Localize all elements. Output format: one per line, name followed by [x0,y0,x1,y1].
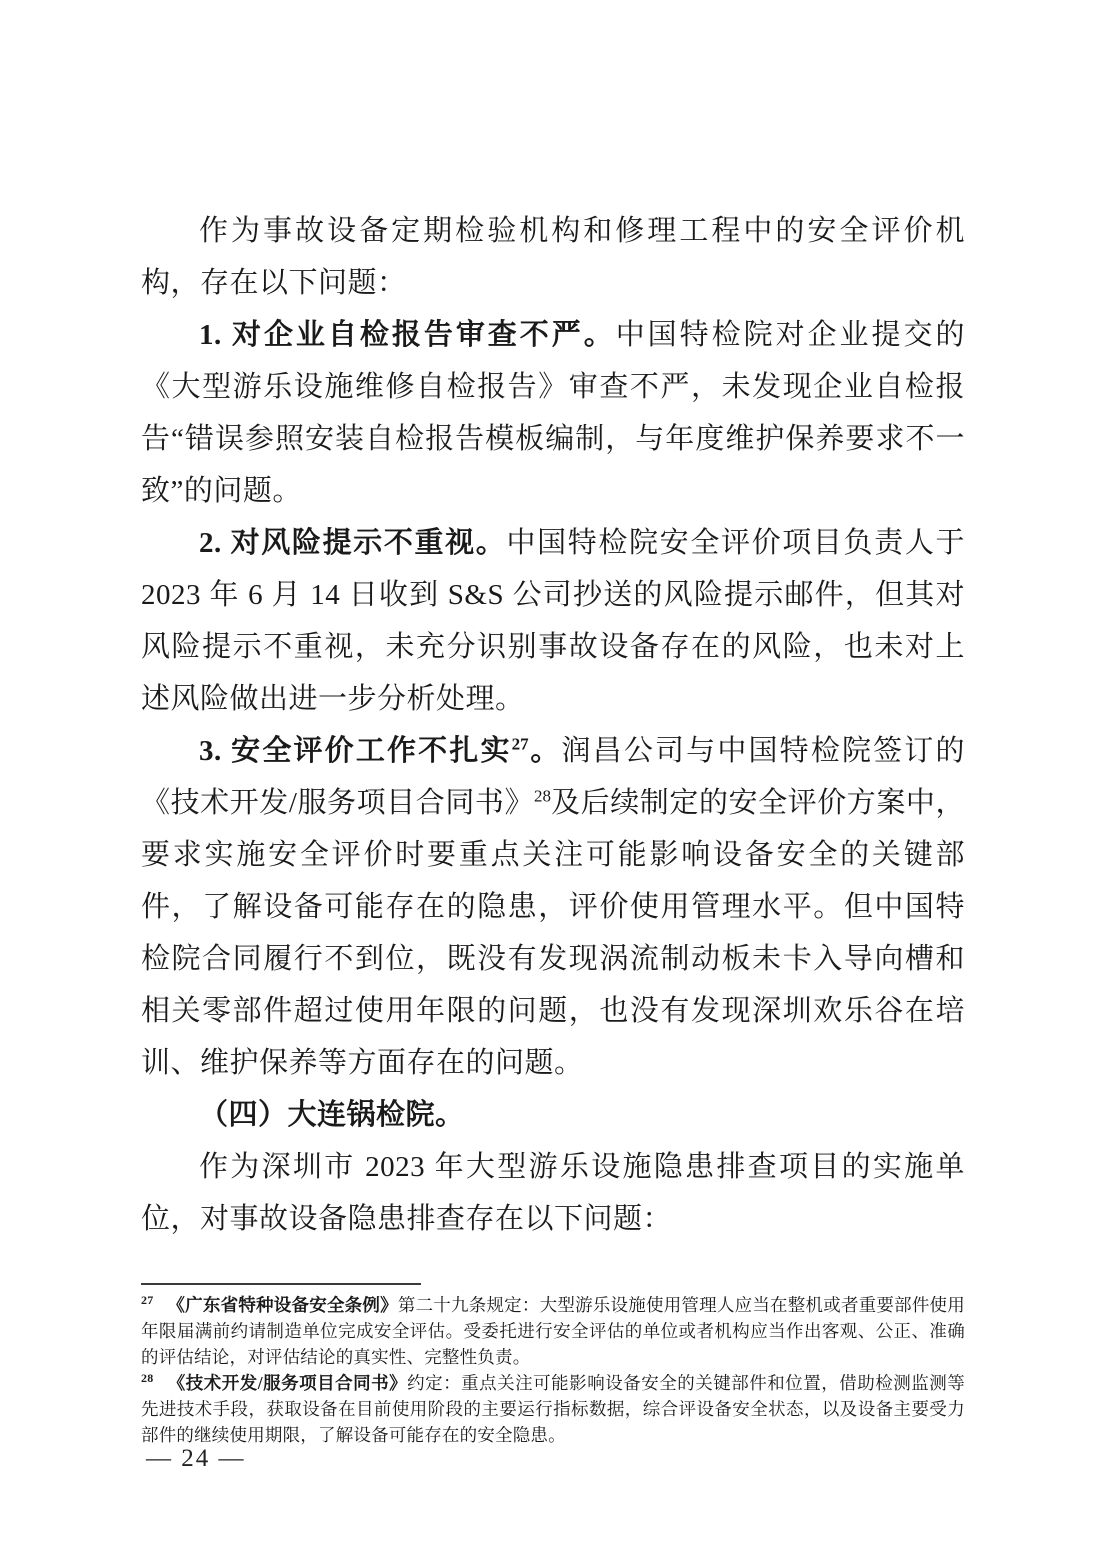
footnote-27-text: 第二十九条规定：大型游乐设施使用管理人应当在整机或者重要部件使用年限届满前约请制造单位完成安全评估。受委托进行安全评估的单位或者机构应当作出客观、公正、准确的评估结论，对评估结论的真实性、完整性负责。 [141,1295,965,1367]
item-1-text: 中国特检院对企业提交的《大型游乐设施维修自检报告》审查不严，未发现企业自检报告“错误参照安装自检报告模板编制，与年度维护保养要求不一致”的问题。 [141,319,965,507]
footnote-28-marker: 28 [141,1371,154,1386]
footnote-separator [141,1283,421,1285]
footnote-28-text: 约定：重点关注可能影响设备安全的关键部件和位置，借助检测监测等先进技术手段，获取设备在目前使用阶段的主要运行指标数据，综合评设备安全状态，以及设备主要受力部件的继续使用期限，了解设备可能存在的安全隐患。 [141,1373,965,1445]
paragraph-intro [141,205,965,309]
item-2-bold-lead: 2. 对风险提示不重视。 [199,527,507,559]
footnote-28 [141,1370,965,1448]
item-3-text-2: 及后续制定的安全评价方案中，要求实施安全评价时要重点关注可能影响设备安全的关键部件，了解设备可能存在的隐患，评价使用管理水平。但中国特检院合同履行不到位，既没有发现涡流制动板未卡入导向槽和相关零部件超过使用年限的问题，也没有发现深圳欢乐谷在培训、维护保养等方面存在的问题。 [141,787,965,1079]
footnote-27-title: 《广东省特种设备安全条例》 [167,1295,398,1315]
paragraph-item-3 [141,725,965,1089]
item-1-bold-lead: 1. 对企业自检报告审查不严。 [199,319,616,351]
footnote-28-title: 《技术开发/服务项目合同书》 [167,1373,408,1393]
footnote-ref-28: 28 [534,786,552,806]
item-3-bold-lead-end: 。 [528,735,562,767]
footnote-ref-27: 27 [511,734,529,754]
paragraph-item-2 [141,517,965,725]
section-heading-text: （四）大连锅检院。 [199,1099,465,1131]
page-number [146,1445,246,1473]
paragraph-intro-text: 作为事故设备定期检验机构和修理工程中的安全评价机构，存在以下问题： [141,215,965,299]
document-body [141,205,965,1245]
item-2-text: 中国特检院安全评价项目负责人于 2023 年 6 月 14 日收到 S&S 公司抄送的风险提示邮件，但其对风险提示不重视，未充分识别事故设备存在的风险，也未对上述风险做出进一步分析处理。 [141,527,965,715]
item-3-text-1: 润昌公司与中国特检院签订的《技术开发/服务项目合同书》 [141,735,965,819]
page-number-text: — 24 — [146,1445,246,1472]
paragraph-item-1 [141,309,965,517]
footnote-27 [141,1292,965,1370]
paragraph-closing-text: 作为深圳市 2023 年大型游乐设施隐患排查项目的实施单位，对事故设备隐患排查存在以下问题： [141,1151,965,1235]
footnote-27-marker: 27 [141,1293,154,1308]
section-heading [141,1089,965,1141]
item-3-bold-lead: 3. 安全评价工作不扎实 [199,735,512,767]
paragraph-closing [141,1141,965,1245]
footnotes-section [141,1283,965,1448]
